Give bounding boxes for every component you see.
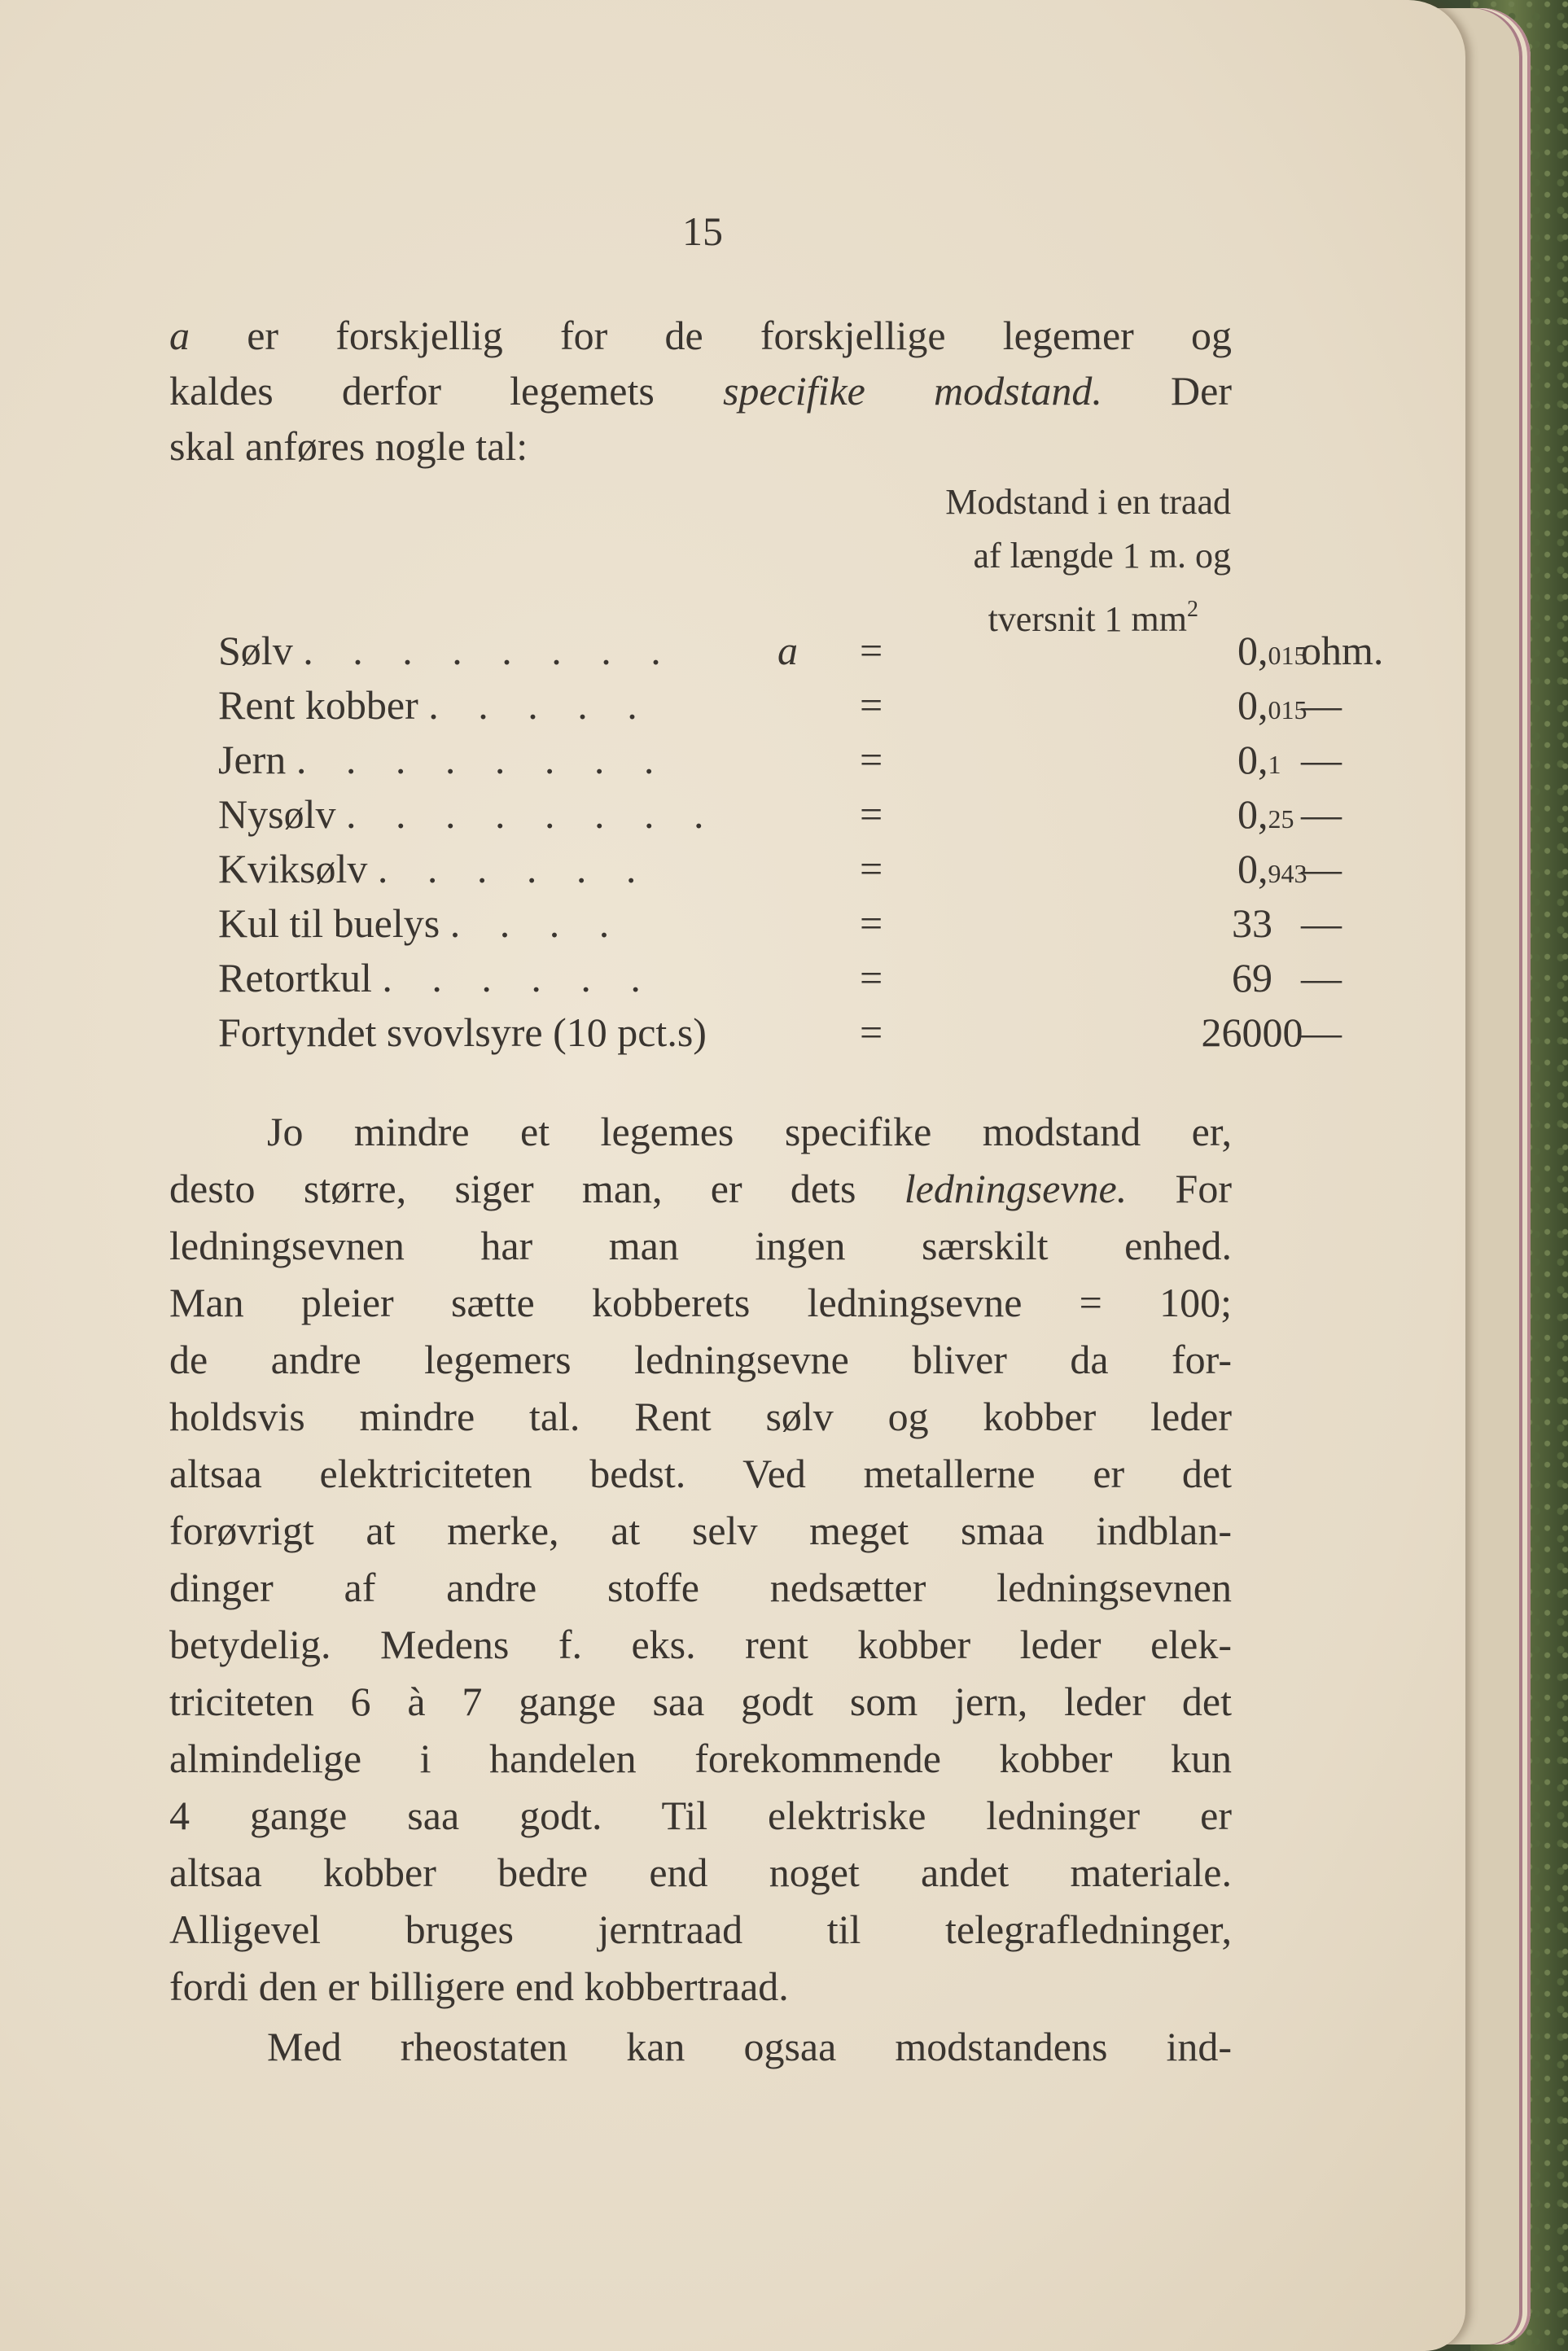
body-line-6: holdsvis mindre tal. Rent sølv og kobber leder <box>169 1394 1232 1439</box>
body-line-15: Alligevel bruges jerntraad til telegrafledninger, <box>169 1907 1232 1952</box>
leader-dots: . . . . . . <box>377 846 651 891</box>
row-unit: — <box>1301 791 1342 837</box>
body-line-16: fordi den er billigere end kobbertraad. <box>169 1964 789 2009</box>
leader-dots: . . . . . . . . <box>303 628 676 673</box>
row-equals: = <box>860 682 883 728</box>
body-line-2-text-b: For <box>1127 1166 1232 1211</box>
body-line-14: altsaa kobber bedre end noget andet materiale. <box>169 1850 1232 1895</box>
symbol-a: a <box>169 313 190 358</box>
body-line-2 <box>169 1161 1232 1217</box>
table-header <box>814 475 1231 646</box>
row-equals: = <box>860 846 883 891</box>
intro-line-2-text-a: kaldes derfor legemets <box>169 368 723 414</box>
row-value: 0,015 <box>1237 628 1307 673</box>
row-label: Retortkul . . . . . . <box>218 955 655 1000</box>
page-number: 15 <box>682 208 723 254</box>
leader-dots: . . . . . . <box>382 955 655 1000</box>
body-line-4: Man pleier sætte kobberets ledningsevne = 100; <box>169 1280 1232 1325</box>
body-line-13: 4 gange saa godt. Til elektriske ledninger er <box>169 1793 1232 1838</box>
intro-line-1 <box>169 308 1232 364</box>
leader-dots: . . . . . <box>428 682 652 728</box>
row-value: 0,1 <box>1237 737 1281 782</box>
body-line-17: Med rheostaten kan ogsaa modstandens ind- <box>267 2024 1232 2069</box>
term-ledningsevne: ledningsevne. <box>904 1166 1128 1211</box>
term-specifike-modstand: specifike modstand. <box>722 368 1102 414</box>
body-line-11: triciteten 6 à 7 gange saa godt som jern, leder det <box>169 1679 1232 1724</box>
row-label: Rent kobber . . . . . <box>218 682 652 728</box>
intro-line-3: skal anføres nogle tal: <box>169 423 528 469</box>
table-header-line-3-text: tversnit 1 mm <box>988 599 1187 639</box>
row-equals: = <box>860 955 883 1000</box>
table-header-line-2: af længde 1 m. og <box>973 536 1231 576</box>
body-line-2-text-a: desto større, siger man, er dets <box>169 1166 904 1211</box>
row-label: Jern . . . . . . . . <box>218 737 669 782</box>
row-value: 26000 <box>1201 1009 1303 1055</box>
row-label: Fortyndet svovlsyre (10 pct.s) <box>218 1009 707 1055</box>
body-line-3: ledningsevnen har man ingen særskilt enhed. <box>169 1223 1232 1268</box>
leader-dots: . . . . . . . . <box>345 791 719 837</box>
row-label: Sølv . . . . . . . . <box>218 628 676 673</box>
row-unit: — <box>1301 846 1342 891</box>
row-equals: = <box>860 900 883 946</box>
row-equals: = <box>860 737 883 782</box>
row-equals: = <box>860 1009 883 1055</box>
row-value: 0,25 <box>1237 791 1294 837</box>
row-label: Kul til buelys . . . . <box>218 900 624 946</box>
body-line-5: de andre legemers ledningsevne bliver da for- <box>169 1337 1232 1382</box>
row-unit: ohm. <box>1301 628 1384 673</box>
row-value: 33 <box>1232 900 1272 946</box>
row-value: 0,015 <box>1237 682 1307 728</box>
row-unit: — <box>1301 737 1342 782</box>
row-unit: — <box>1301 955 1342 1000</box>
row-value: 0,943 <box>1237 846 1307 891</box>
leader-dots: . . . . <box>449 900 624 946</box>
row-label: Kviksølv . . . . . . <box>218 846 651 891</box>
table-header-superscript: 2 <box>1187 597 1198 622</box>
body-line-7: altsaa elektriciteten bedst. Ved metallerne er det <box>169 1451 1232 1496</box>
row-equals: = <box>860 791 883 837</box>
intro-line-2-text-b: Der <box>1102 368 1232 414</box>
intro-line-1-text: er forskjellig for de forskjellige legemer og <box>190 313 1232 358</box>
body-line-9: dinger af andre stoffe nedsætter ledningsevnen <box>169 1565 1232 1610</box>
row-equals: = <box>860 628 883 673</box>
row-label: Nysølv . . . . . . . . <box>218 791 719 837</box>
leader-dots: . . . . . . . . <box>296 737 669 782</box>
row-symbol: a <box>777 628 798 673</box>
row-unit: — <box>1301 682 1342 728</box>
table-header-line-1: Modstand i en traad <box>945 482 1231 522</box>
body-line-10: betydelig. Medens f. eks. rent kobber leder elek- <box>169 1622 1232 1667</box>
intro-line-2 <box>169 363 1232 419</box>
row-value: 69 <box>1232 955 1272 1000</box>
body-line-8: forøvrigt at merke, at selv meget smaa indblan- <box>169 1508 1232 1553</box>
body-line-12: almindelige i handelen forekommende kobber kun <box>169 1736 1232 1781</box>
row-unit: — <box>1301 900 1342 946</box>
body-line-1: Jo mindre et legemes specifike modstand er, <box>267 1109 1232 1154</box>
row-unit: — <box>1301 1009 1342 1055</box>
